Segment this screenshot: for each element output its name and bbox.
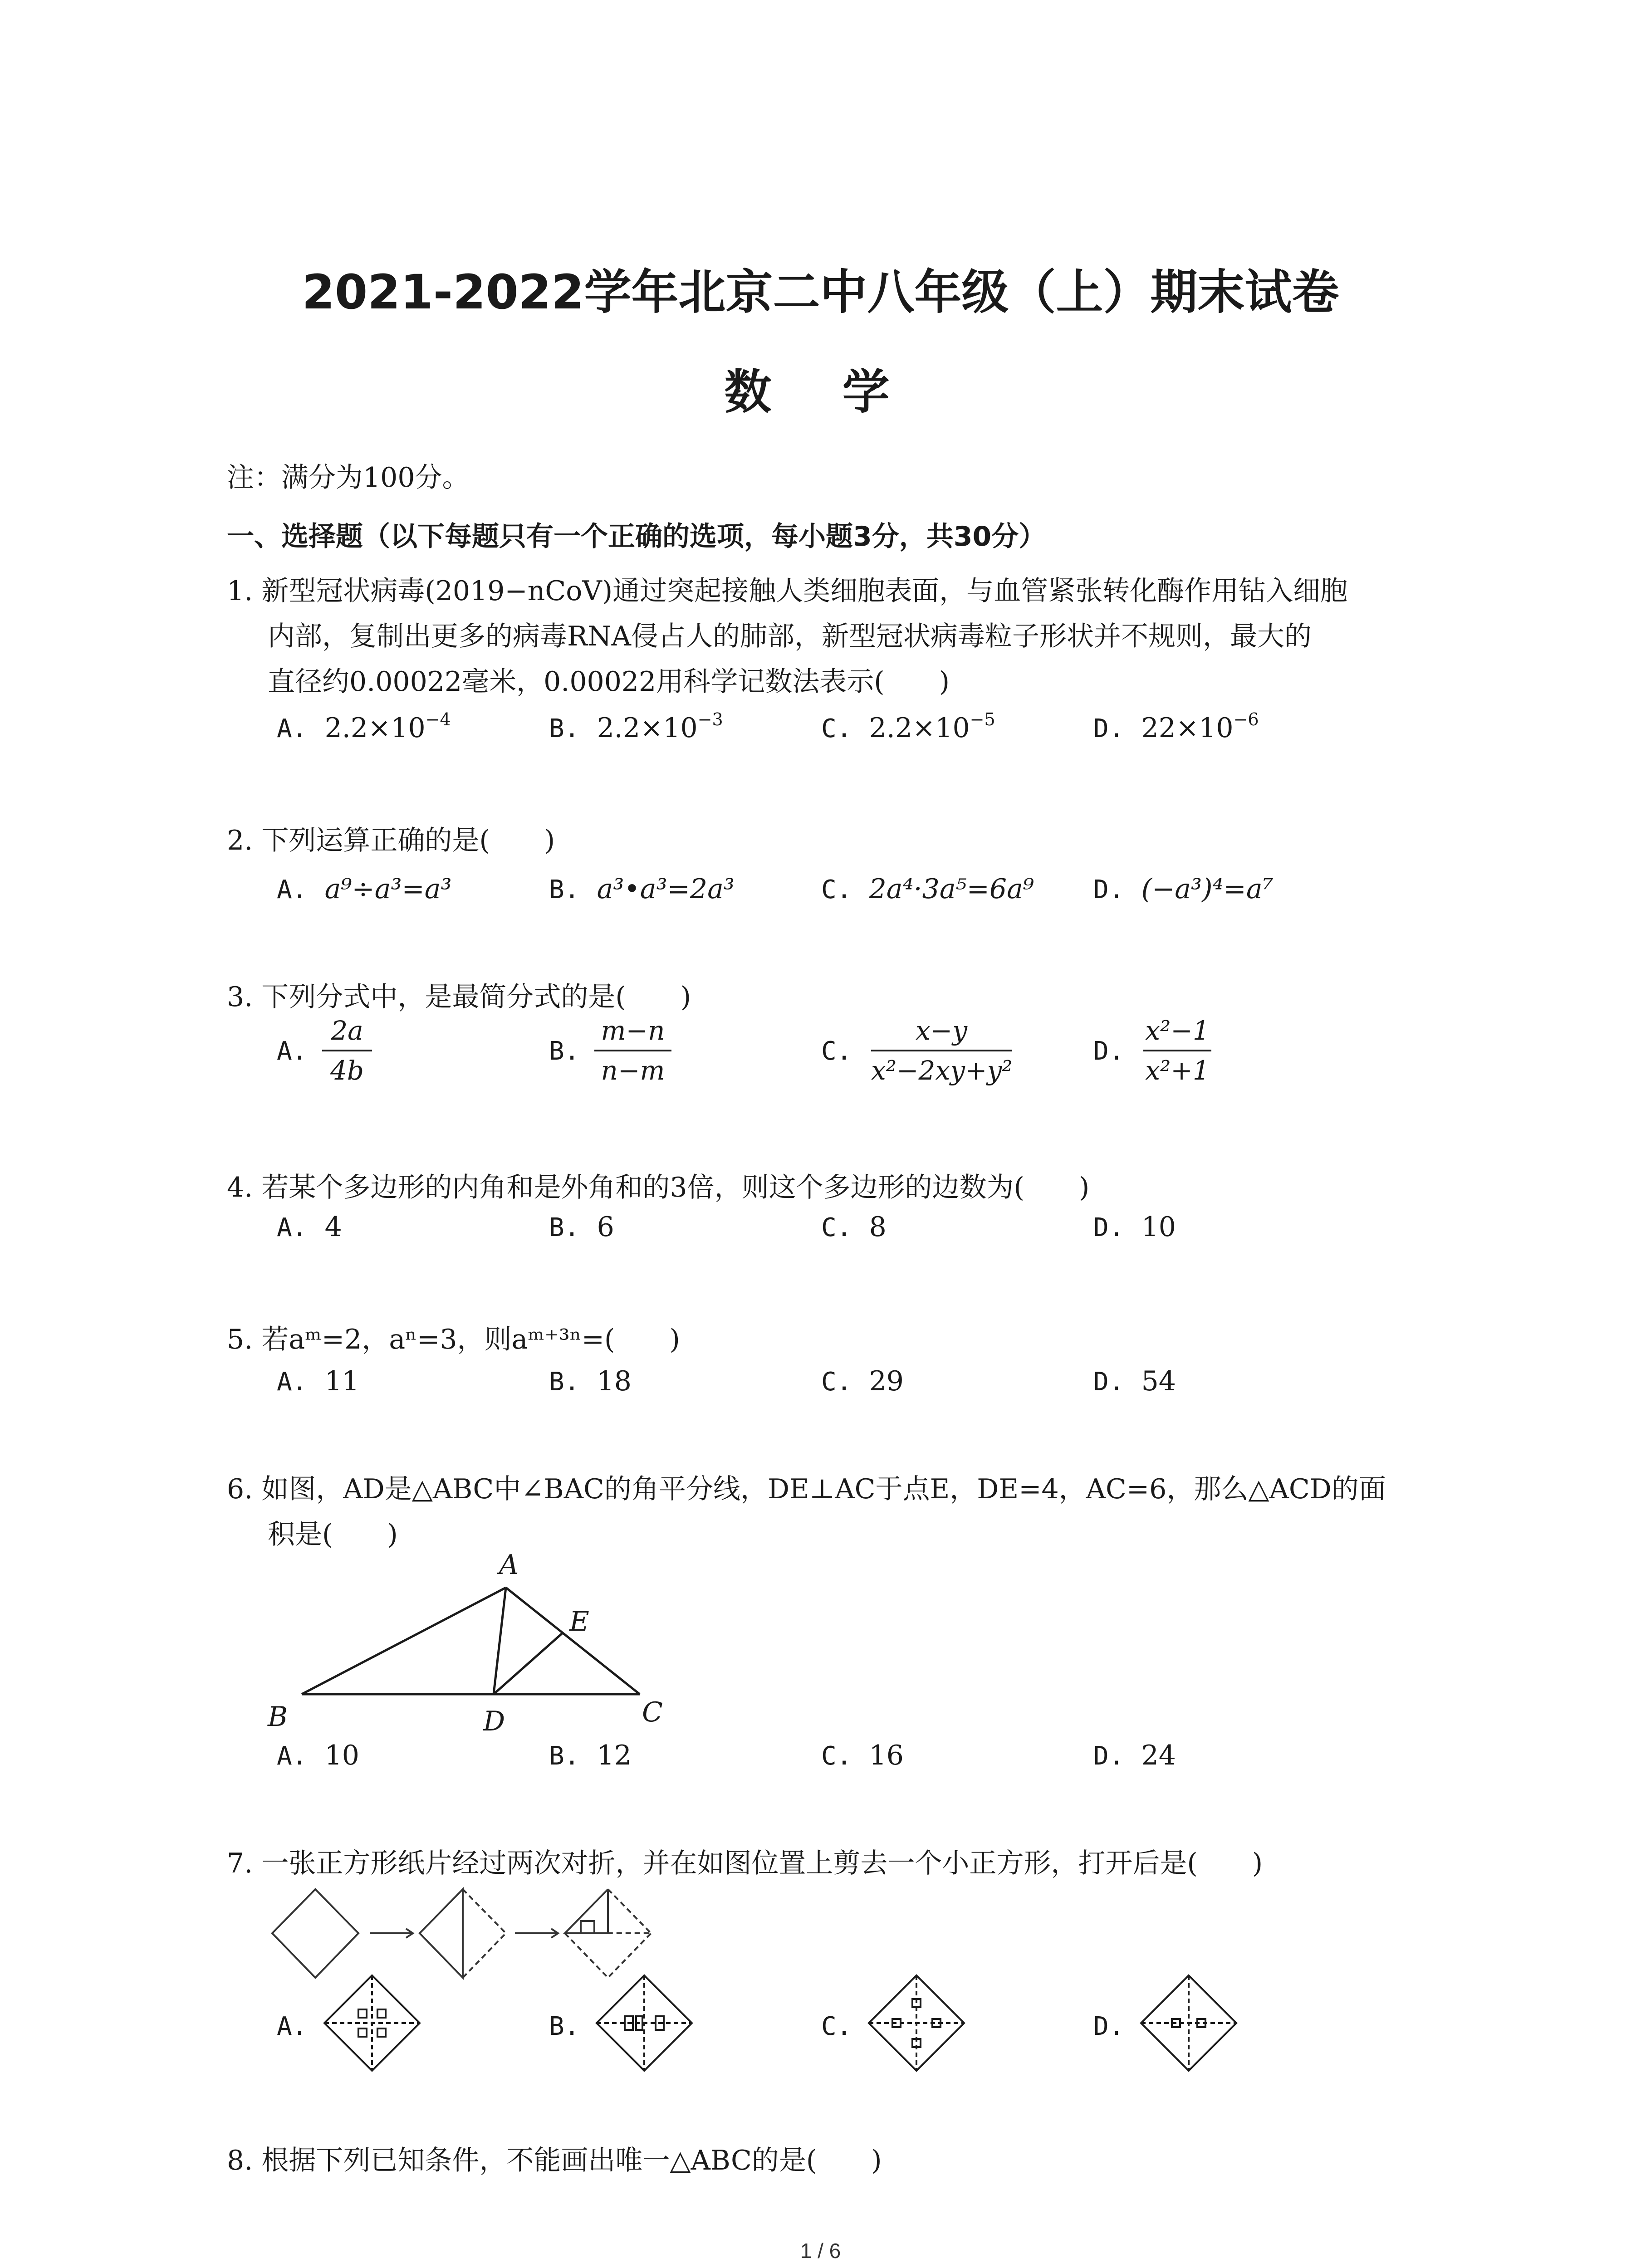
option-exponent: −5 (970, 709, 995, 729)
fraction-numerator: x−y (915, 1015, 968, 1046)
option-label: C. (821, 1213, 852, 1242)
question-5-option-b[interactable] (549, 1365, 632, 1397)
option-value: 2.2×10 (597, 712, 698, 744)
option-label: A. (277, 1741, 308, 1771)
question-4-option-d[interactable] (1093, 1211, 1176, 1243)
side-ac (506, 1588, 640, 1694)
option-value: 2.2×10 (324, 712, 426, 744)
fold-twice (565, 1889, 608, 1933)
option-value: a⁹÷a³=a³ (324, 873, 452, 905)
option-value: 8 (869, 1211, 887, 1243)
question-1-option-b[interactable] (549, 709, 723, 744)
option-label: C. (821, 714, 852, 743)
question-7-option-a-figure[interactable] (320, 1971, 424, 2075)
question-5-stem: 5. 若aᵐ=2，aⁿ=3，则aᵐ⁺³ⁿ=( ) (227, 1324, 680, 1355)
question-2-option-c[interactable] (821, 873, 1034, 905)
option-label: B. (549, 1367, 580, 1397)
question-7-option-b-figure[interactable] (592, 1971, 696, 2075)
question-3-option-c-label[interactable]: C. (821, 1036, 852, 1066)
score-note: 注：满分为100分。 (227, 462, 470, 494)
option-value: a³•a³=2a³ (597, 873, 735, 905)
option-label: A. (277, 875, 308, 904)
question-3-option-b-label[interactable]: B. (549, 1036, 580, 1066)
question-3-option-a-fraction[interactable] (322, 1012, 372, 1090)
option-value: 24 (1141, 1740, 1176, 1771)
option-label: A. (277, 1213, 308, 1242)
question-6-option-c[interactable] (821, 1740, 904, 1771)
vertex-label-b: B (268, 1701, 288, 1733)
question-2-option-b[interactable] (549, 873, 735, 905)
bisector-ad (494, 1588, 506, 1694)
option-label: A. (277, 1367, 308, 1397)
vertex-label-d: D (483, 1706, 505, 1737)
subject-title: 数 学 (724, 364, 917, 420)
question-3-option-d-fraction[interactable] (1143, 1012, 1211, 1090)
question-7-option-c-figure[interactable] (864, 1971, 969, 2075)
question-7-stem: 7. 一张正方形纸片经过两次对折，并在如图位置上剪去一个小正方形，打开后是( ) (227, 1848, 1263, 1879)
option-value: 11 (324, 1365, 359, 1397)
question-5-option-c[interactable] (821, 1365, 904, 1397)
option-value: 54 (1141, 1365, 1176, 1397)
question-6-option-d[interactable] (1093, 1740, 1176, 1771)
fold-once (420, 1889, 463, 1978)
fraction-denominator: x²+1 (1145, 1055, 1210, 1086)
option-value: 29 (869, 1365, 904, 1397)
option-label: C. (821, 1367, 852, 1397)
question-8-stem: 8. 根据下列已知条件，不能画出唯一△ABC的是( ) (227, 2145, 882, 2176)
question-1-option-d[interactable] (1093, 709, 1259, 744)
question-2-option-d[interactable] (1093, 873, 1274, 905)
vertex-label-a: A (499, 1549, 519, 1581)
question-1-line-3: 直径约0.00022毫米，0.00022用科学记数法表示( ) (268, 666, 950, 698)
question-3-option-c-fraction[interactable] (871, 1012, 1012, 1090)
option-value: (−a³)⁴=a⁷ (1141, 873, 1274, 905)
option-exponent: −3 (697, 709, 723, 729)
question-6-line-1: 6. 如图，AD是△ABC中∠BAC的角平分线，DE⊥AC于点E，DE=4，AC=6，那么△ACD的面 (227, 1473, 1386, 1505)
question-5-option-a[interactable] (277, 1365, 359, 1397)
option-value: 16 (869, 1740, 904, 1771)
option-label: C. (821, 1741, 852, 1771)
vertex-label-c: C (642, 1696, 663, 1728)
question-7-option-c-label[interactable]: C. (821, 2012, 852, 2041)
question-7-option-b-label[interactable]: B. (549, 2012, 580, 2041)
question-6-option-a[interactable] (277, 1740, 359, 1771)
option-value: 18 (597, 1365, 632, 1397)
question-4-option-a[interactable] (277, 1211, 342, 1243)
fraction-numerator: 2a (331, 1015, 363, 1046)
fraction-denominator: x²−2xy+y² (871, 1055, 1013, 1086)
fraction-numerator: x²−1 (1145, 1015, 1210, 1046)
option-label: D. (1093, 1213, 1124, 1242)
question-6-option-b[interactable] (549, 1740, 632, 1771)
option-label: D. (1093, 714, 1124, 743)
question-1-option-a[interactable] (277, 709, 451, 744)
page-number: 1 / 6 (800, 2239, 841, 2263)
exam-title: 2021-2022学年北京二中八年级（上）期末试卷 (302, 264, 1339, 320)
option-value: 2a⁴·3a⁵=6a⁹ (869, 873, 1034, 905)
option-label: D. (1093, 1741, 1124, 1771)
question-1-line-1: 1. 新型冠状病毒(2019−nCoV)通过突起接触人类细胞表面，与血管紧张转化酶作用钻入细胞 (227, 575, 1348, 607)
question-3-option-b-fraction[interactable] (594, 1012, 671, 1090)
option-label: D. (1093, 1367, 1124, 1397)
option-label: B. (549, 1741, 580, 1771)
question-7-option-a-label[interactable]: A. (277, 2012, 308, 2041)
option-label: B. (549, 1213, 580, 1242)
option-label: B. (549, 875, 580, 904)
question-3-option-d-label[interactable]: D. (1093, 1036, 1124, 1066)
question-3-stem: 3. 下列分式中，是最简分式的是( ) (227, 981, 691, 1013)
option-label: D. (1093, 875, 1124, 904)
question-4-option-b[interactable] (549, 1211, 614, 1243)
question-7-option-d-figure[interactable] (1136, 1971, 1241, 2075)
question-1-option-c[interactable] (821, 709, 995, 744)
fold-once-dashed (463, 1889, 506, 1978)
option-value: 22×10 (1141, 712, 1234, 744)
question-3-option-a-label[interactable]: A. (277, 1036, 308, 1066)
section-heading: 一、选择题（以下每题只有一个正确的选项，每小题3分，共30分） (227, 521, 1046, 552)
triangle-figure (254, 1547, 753, 1737)
option-exponent: −4 (425, 709, 451, 729)
cut-notch (581, 1921, 594, 1933)
fraction-numerator: m−n (601, 1015, 665, 1046)
question-5-option-d[interactable] (1093, 1365, 1176, 1397)
question-7-option-d-label[interactable]: D. (1093, 2012, 1124, 2041)
side-ab (302, 1588, 506, 1694)
paper-square (272, 1889, 358, 1978)
question-2-option-a[interactable] (277, 873, 452, 905)
option-exponent: −6 (1233, 709, 1259, 729)
option-value: 6 (597, 1211, 614, 1243)
option-value: 4 (324, 1211, 342, 1243)
question-1-line-2: 内部，复制出更多的病毒RNA侵占人的肺部，新型冠状病毒粒子形状并不规则，最大的 (268, 621, 1312, 652)
fraction-denominator: n−m (601, 1055, 665, 1086)
option-label: B. (549, 714, 580, 743)
option-value: 10 (324, 1740, 359, 1771)
option-value: 10 (1141, 1211, 1176, 1243)
question-4-stem: 4. 若某个多边形的内角和是外角和的3倍，则这个多边形的边数为( ) (227, 1172, 1090, 1203)
vertex-label-e: E (569, 1606, 589, 1637)
question-2-stem: 2. 下列运算正确的是( ) (227, 825, 555, 856)
fraction-denominator: 4b (330, 1055, 364, 1086)
fold-twice-dashed-right (608, 1889, 651, 1933)
option-value: 2.2×10 (869, 712, 970, 744)
option-label: A. (277, 714, 308, 743)
question-4-option-c[interactable] (821, 1211, 887, 1243)
perpendicular-de (494, 1633, 563, 1694)
option-value: 12 (597, 1740, 632, 1771)
question-6-line-2: 积是( ) (268, 1519, 398, 1550)
option-label: C. (821, 875, 852, 904)
